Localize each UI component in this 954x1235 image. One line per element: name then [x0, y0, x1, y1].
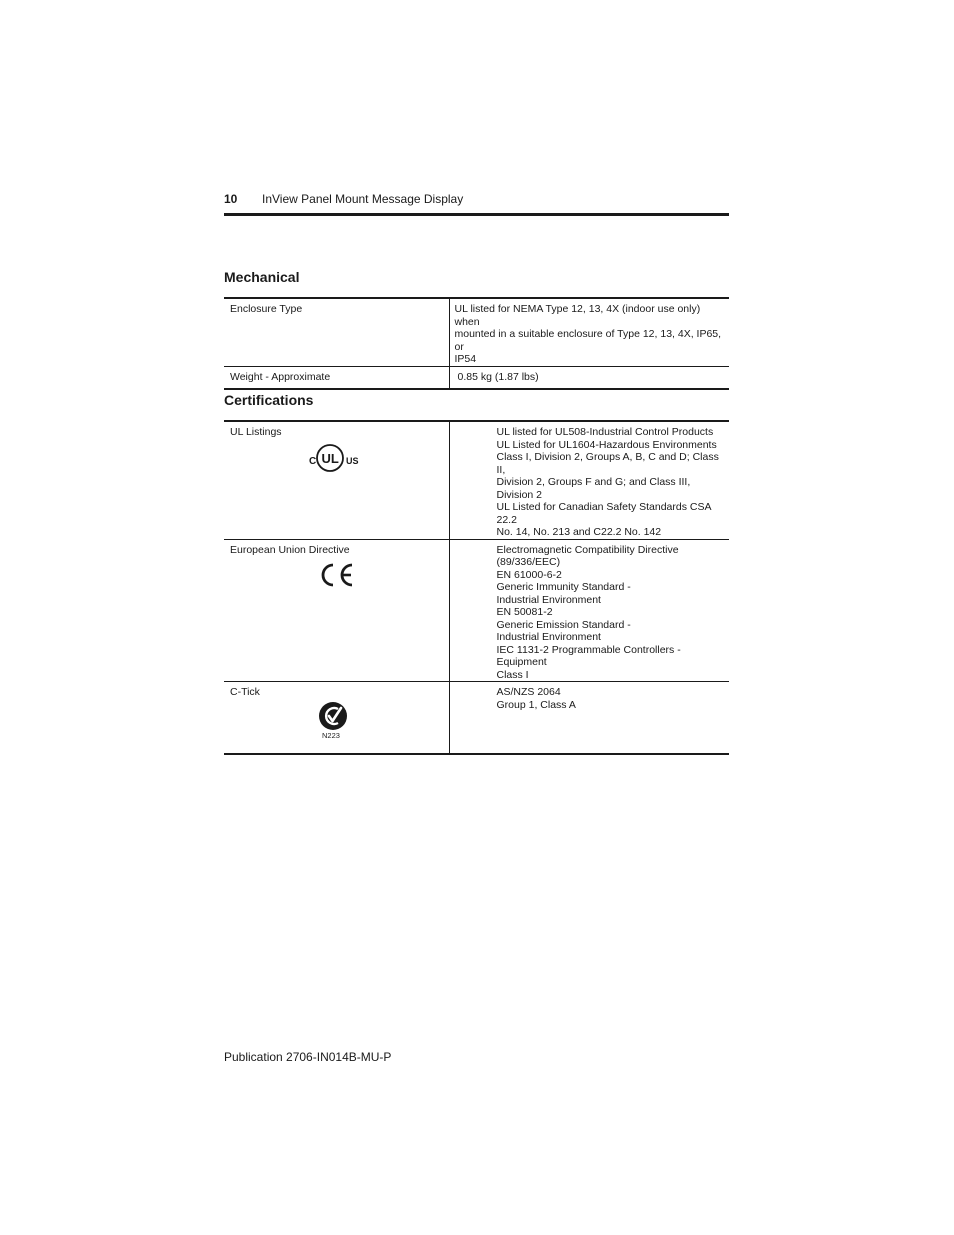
ul-mark-c: C — [309, 455, 317, 467]
ce-mark-icon — [319, 562, 355, 588]
c-tick-value: AS/NZS 2064 Group 1, Class A — [496, 686, 576, 711]
header-rule — [224, 213, 729, 216]
table-row — [224, 366, 729, 389]
weight-label: Weight - Approximate — [230, 370, 331, 383]
eu-directive-label: European Union Directive — [230, 543, 350, 556]
mechanical-heading: Mechanical — [224, 269, 300, 285]
certifications-table — [224, 420, 729, 755]
ul-mark-us: US — [346, 455, 359, 466]
ul-listings-value: UL listed for UL508-Industrial Control Products UL Listed for UL1604-Hazardous Environments Class I, Division 2, Groups A, B, C and D; Class II, Division 2, Groups F and G; and Class III, Division 2 UL Listed for Canadian Safety Standards CSA 22.2 No. 14, No. 213 and C22.2 No. 142 — [496, 426, 719, 538]
document-title: InView Panel Mount Message Display — [262, 192, 464, 206]
page-header — [224, 192, 729, 216]
c-tick-label: C-Tick — [230, 686, 260, 698]
table-row — [224, 682, 729, 754]
certifications-heading: Certifications — [224, 392, 314, 408]
ul-mark-ul: UL — [321, 450, 339, 466]
page-number: 10 — [224, 192, 238, 206]
eu-directive-value: Electromagnetic Compatibility Directive (89/336/EEC) EN 61000-6-2 Generic Immunity Standard - Industrial Environment EN 50081-2 Generic Emission Standard - Industrial Environment IEC 1131-2 Programmable Controllers - Equipment Class I — [496, 543, 681, 681]
c-tick-code: N223 — [322, 730, 340, 740]
mechanical-table — [224, 297, 729, 390]
table-row — [224, 421, 729, 539]
c-tick-mark-icon — [318, 701, 348, 731]
table-row — [224, 539, 729, 682]
ul-listings-label: UL Listings — [230, 426, 282, 438]
enclosure-type-value: UL listed for NEMA Type 12, 13, 4X (indoor use only) when mounted in a suitable enclosure of Type 12, 13, 4X, IP65, or IP54 — [454, 303, 722, 365]
weight-value: 0.85 kg (1.87 lbs) — [457, 370, 539, 383]
enclosure-type-label: Enclosure Type — [230, 303, 303, 315]
publication-number: Publication 2706-IN014B-MU-P — [224, 1050, 392, 1064]
ul-listing-mark-icon — [308, 443, 360, 473]
table-row — [224, 298, 729, 366]
